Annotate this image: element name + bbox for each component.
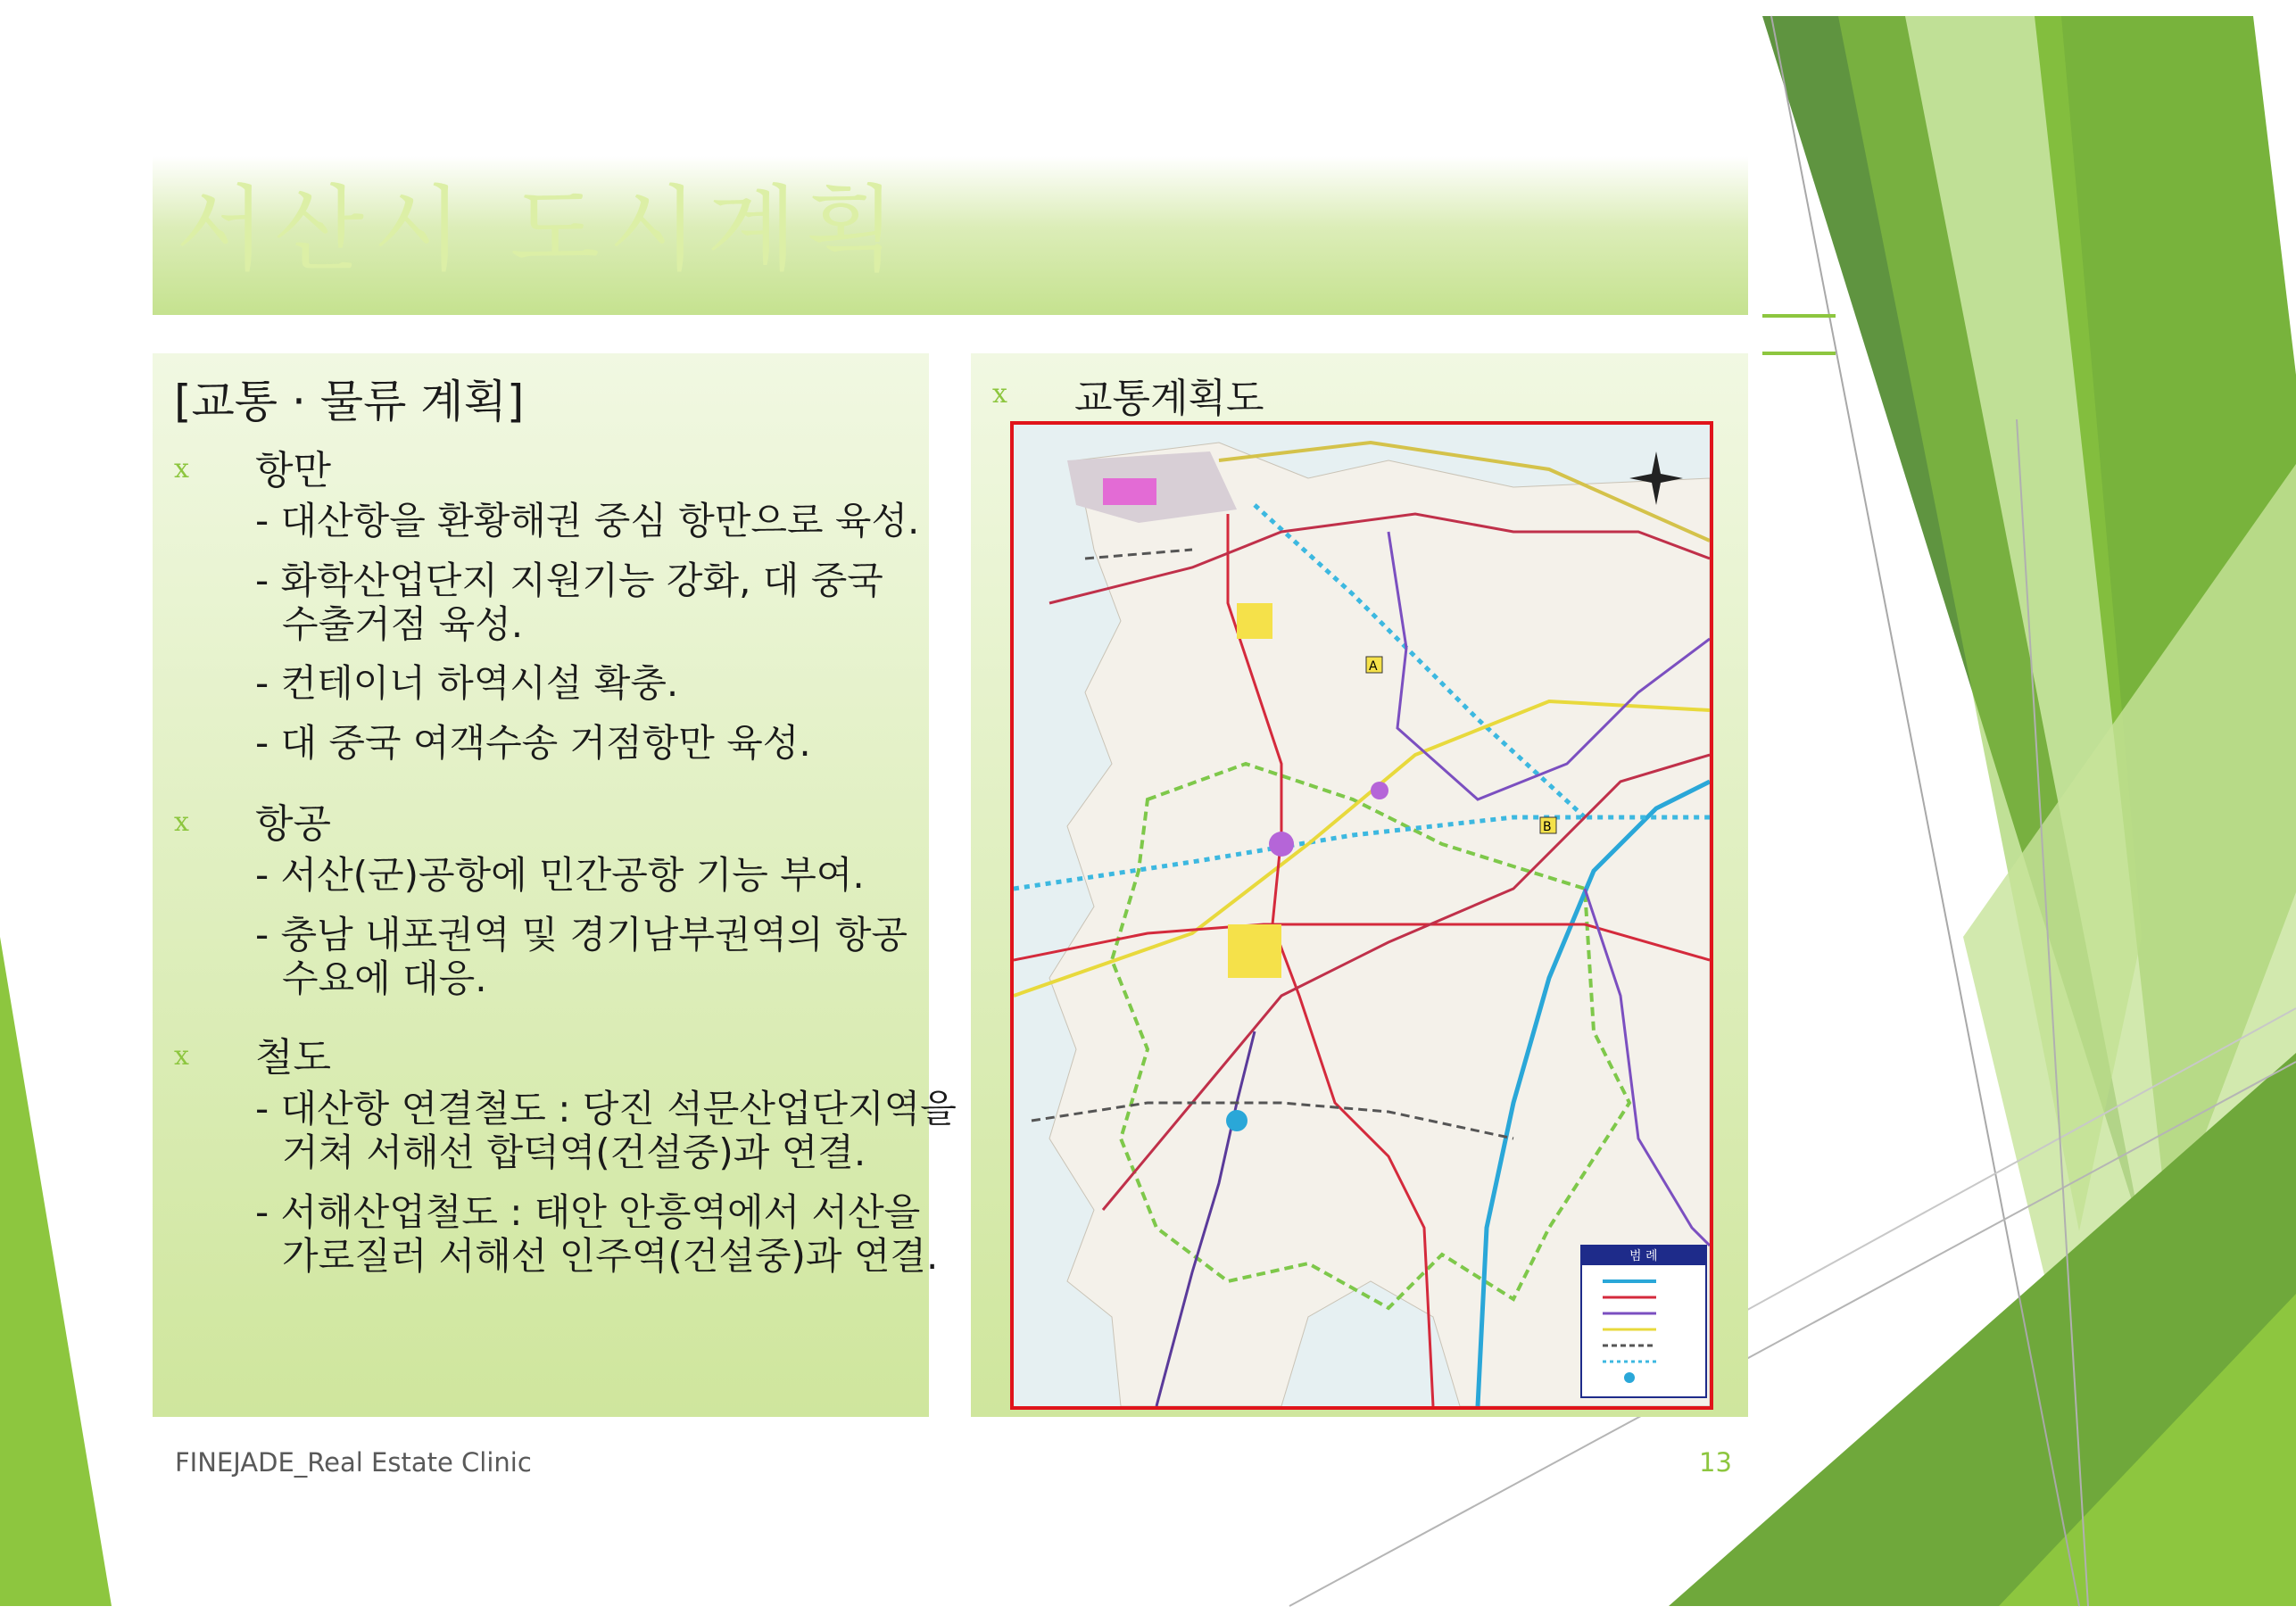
list-item: - 화학산업단지 지원기능 강화, 대 중국 수출거점 육성.: [255, 559, 883, 646]
list-item: - 충남 내포권역 및 경기남부권역의 항공 수요에 대응.: [255, 913, 908, 1000]
title-band: [153, 156, 1748, 315]
bullet-icon: x: [992, 378, 1007, 410]
map-graphic: [1014, 425, 1710, 1406]
airport-marker: [1226, 1110, 1247, 1131]
deco-dash-1: [1762, 314, 1836, 318]
page-number: 13: [1699, 1447, 1732, 1478]
svg-text:A: A: [1369, 659, 1378, 674]
list-item: - 대 중국 여객수송 거점항만 육성.: [255, 721, 811, 765]
section-title-air: 항공: [255, 801, 332, 847]
map-legend: [1581, 1246, 1706, 1397]
slide-title: 서산시 도시계획: [176, 175, 905, 284]
deco-dash-2: [1762, 352, 1836, 355]
list-item: - 서해산업철도 : 태안 안흥역에서 서산을 가로질러 서해선 인주역(건설중)과 연결.: [255, 1190, 939, 1278]
list-item: - 서산(군)공항에 민간공항 기능 부여.: [255, 853, 865, 897]
left-text-panel: [153, 353, 957, 1417]
industrial-area: [1103, 478, 1156, 505]
deco-left-triangle: [0, 937, 112, 1606]
industrial-area: [1269, 832, 1294, 857]
bullet-icon: x: [174, 807, 189, 838]
section-title-rail: 철도: [255, 1035, 332, 1081]
svg-text:범 례: 범 례: [1629, 1249, 1658, 1263]
map-title: 교통계획도: [1074, 376, 1264, 421]
section-heading: [교통 · 물류 계획]: [174, 376, 525, 427]
list-item: - 대산항 연결철도 : 당진 석문산업단지역을 거쳐 서해선 합덕역(건설중)과 연결.: [255, 1087, 957, 1174]
list-item: - 컨테이너 하역시설 확충.: [255, 661, 679, 705]
bullet-icon: x: [174, 1040, 189, 1072]
bullet-icon: x: [174, 453, 189, 484]
section-title-port: 항만: [255, 448, 332, 493]
urban-area: [1237, 603, 1272, 639]
right-map-panel: [971, 353, 1748, 1417]
footer-text: FINEJADE_Real Estate Clinic: [175, 1447, 532, 1478]
traffic-plan-map: [1010, 421, 1713, 1410]
list-item: - 대산항을 환황해권 중심 항만으로 육성.: [255, 499, 920, 542]
urban-area: [1228, 924, 1281, 978]
industrial-area: [1371, 782, 1388, 799]
svg-text:B: B: [1543, 820, 1552, 834]
